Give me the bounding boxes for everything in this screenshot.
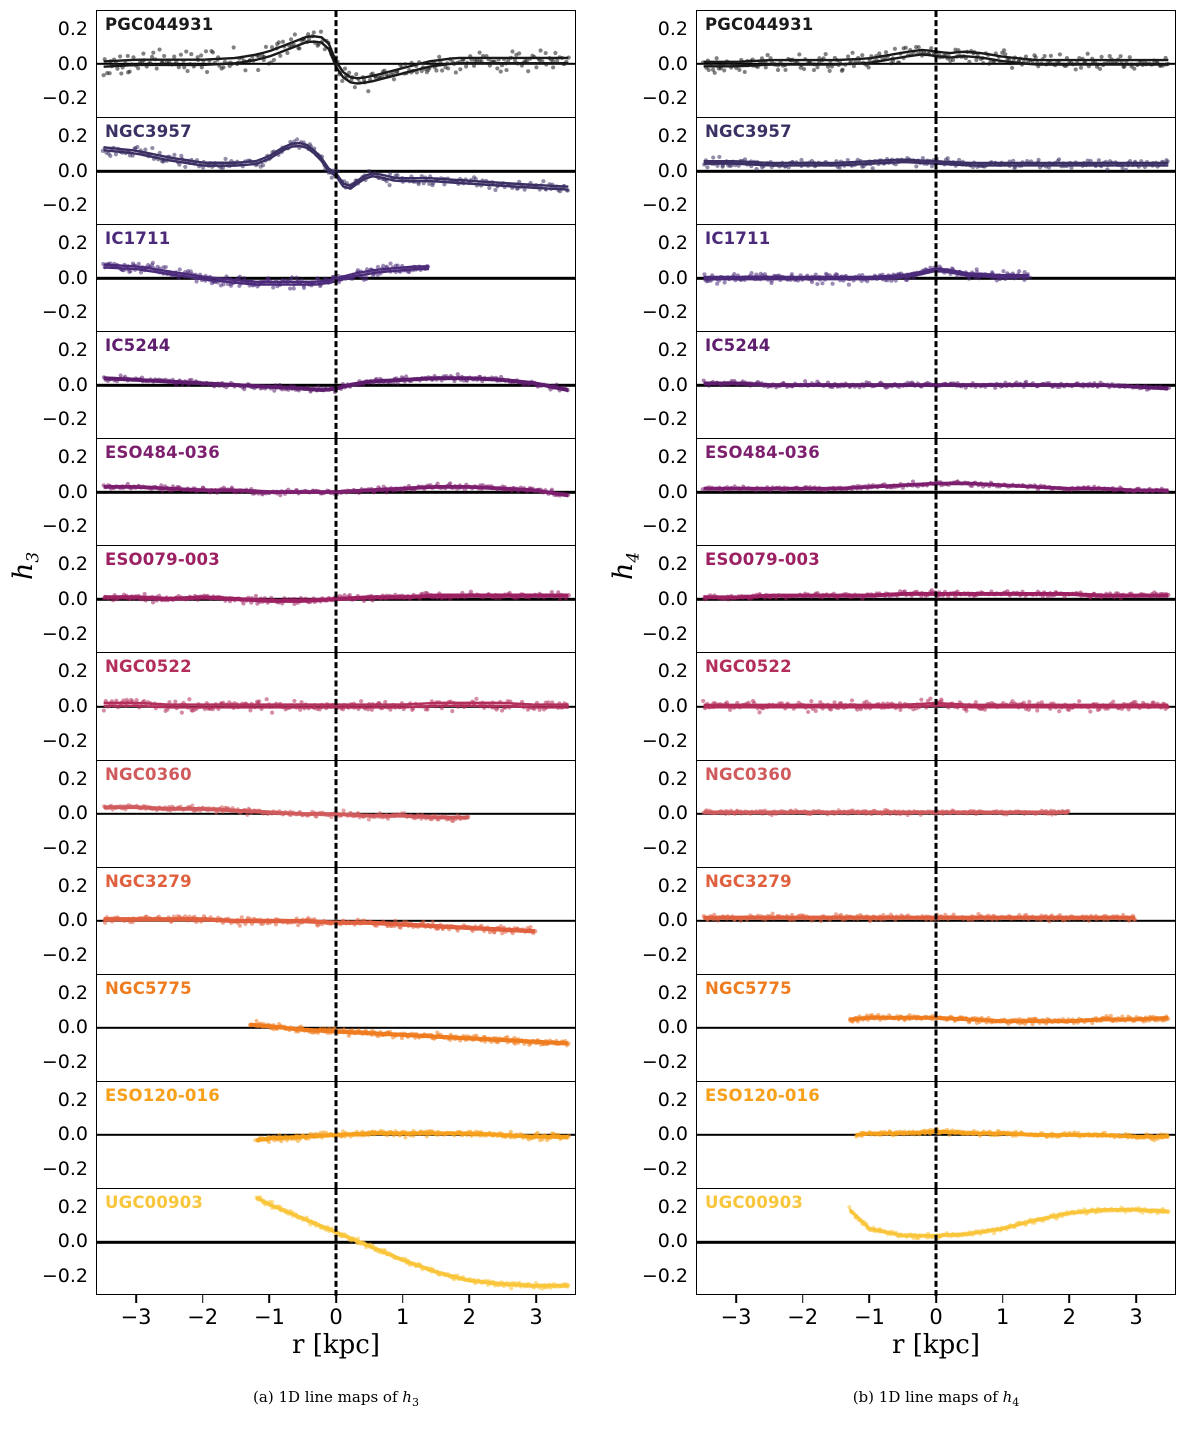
x-axis-label-right: r [kpc] (892, 1330, 980, 1360)
x-tick-mark (535, 1295, 537, 1303)
galaxy-label-ngc0522: NGC0522 (705, 657, 792, 677)
x-tick-mark (1069, 1295, 1071, 1303)
y-tick-label: 0.0 (57, 1230, 88, 1253)
y-tick-label: −0.2 (41, 515, 88, 538)
vertical-reference-line (335, 1082, 338, 1188)
vertical-reference-line (335, 118, 338, 224)
y-tick-label: −0.2 (641, 836, 688, 859)
x-tick-mark (802, 1295, 804, 1303)
y-tick-label: 0.2 (657, 981, 688, 1004)
y-tick-label: 0.2 (57, 339, 88, 362)
subplot-stack-h4 (696, 10, 1176, 1295)
x-tick-label: 0 (329, 1305, 343, 1329)
x-tick-label: −3 (720, 1305, 752, 1329)
y-tick-label: 0.2 (57, 981, 88, 1004)
subplot-ngc0360 (97, 761, 575, 868)
subplot-eso079-003 (697, 546, 1175, 653)
y-tick-label: −0.2 (641, 515, 688, 538)
subplot-ngc3279 (697, 868, 1175, 975)
x-tick-mark (202, 1295, 204, 1303)
subplot-ic1711 (97, 225, 575, 332)
y-tick-label: 0.2 (57, 553, 88, 576)
y-tick-label: 0.2 (657, 17, 688, 40)
x-tick-label: 1 (395, 1305, 410, 1329)
y-tick-label: −0.2 (41, 943, 88, 966)
subplot-eso120-016 (697, 1082, 1175, 1189)
y-tick-label: 0.2 (57, 232, 88, 255)
y-tick-label: 0.2 (57, 767, 88, 790)
y-tick-label: 0.2 (657, 1088, 688, 1111)
galaxy-label-eso120-016: ESO120-016 (705, 1085, 820, 1105)
y-tick-label: 0.2 (57, 1088, 88, 1111)
x-tick-mark (735, 1295, 737, 1303)
subplot-ic1711 (697, 225, 1175, 332)
galaxy-label-ic1711: IC1711 (705, 229, 771, 249)
y-tick-label: 0.0 (57, 909, 88, 932)
panel-h4 (600, 0, 1200, 1435)
y-tick-label: 0.2 (57, 446, 88, 469)
subplot-ngc3957 (697, 118, 1175, 225)
y-tick-label: 0.0 (657, 802, 688, 825)
y-tick-label: −0.2 (641, 194, 688, 217)
x-tick-label: 2 (1062, 1305, 1077, 1329)
vertical-reference-line (935, 653, 938, 759)
y-tick-label: −0.2 (41, 87, 88, 110)
y-tick-label: −0.2 (641, 1157, 688, 1180)
galaxy-label-eso120-016: ESO120-016 (105, 1085, 220, 1105)
galaxy-label-ugc00903: UGC00903 (105, 1192, 204, 1212)
y-axis-label-h4: $h_4$ (608, 551, 644, 580)
subplot-ngc0360 (697, 761, 1175, 868)
subplot-pgc044931 (97, 11, 575, 118)
x-tick-label: 0 (929, 1305, 943, 1329)
subplot-ngc3279 (97, 868, 575, 975)
y-tick-label: −0.2 (641, 1050, 688, 1073)
y-tick-label: 0.0 (57, 695, 88, 718)
y-tick-label: −0.2 (41, 729, 88, 752)
y-tick-label: 0.0 (57, 266, 88, 289)
subplot-ugc00903 (697, 1189, 1175, 1296)
x-tick-mark (469, 1295, 471, 1303)
y-tick-label: −0.2 (41, 1050, 88, 1073)
galaxy-label-eso484-036: ESO484-036 (105, 443, 220, 463)
subplot-ngc0522 (697, 653, 1175, 760)
galaxy-label-ngc5775: NGC5775 (705, 978, 792, 998)
x-tick-mark (135, 1295, 137, 1303)
y-tick-label: 0.0 (57, 587, 88, 610)
y-tick-label: −0.2 (641, 1265, 688, 1287)
subplot-ugc00903 (97, 1189, 575, 1296)
y-tick-label: −0.2 (641, 408, 688, 431)
galaxy-label-ngc3957: NGC3957 (705, 122, 792, 142)
vertical-reference-line (935, 868, 938, 974)
y-tick-label: −0.2 (641, 729, 688, 752)
galaxy-label-ic1711: IC1711 (105, 229, 171, 249)
y-tick-label: 0.2 (657, 874, 688, 897)
x-tick-label: −1 (253, 1305, 285, 1329)
vertical-reference-line (335, 546, 338, 652)
x-tick-mark (869, 1295, 871, 1303)
y-tick-label: 0.0 (657, 159, 688, 182)
galaxy-label-ngc0522: NGC0522 (105, 657, 192, 677)
vertical-reference-line (935, 439, 938, 545)
vertical-reference-line (335, 653, 338, 759)
y-tick-label: 0.0 (57, 52, 88, 75)
vertical-reference-line (935, 11, 938, 117)
galaxy-label-ngc0360: NGC0360 (105, 764, 192, 784)
galaxy-label-ngc3279: NGC3279 (705, 871, 792, 891)
y-tick-label: 0.2 (657, 232, 688, 255)
subplot-ngc5775 (697, 975, 1175, 1082)
y-tick-label: 0.0 (657, 52, 688, 75)
y-tick-label: 0.2 (57, 125, 88, 148)
y-tick-label: 0.2 (57, 874, 88, 897)
y-tick-label: 0.0 (657, 1123, 688, 1146)
y-tick-label: −0.2 (641, 301, 688, 324)
y-tick-label: 0.0 (657, 1230, 688, 1253)
y-tick-label: 0.0 (57, 1016, 88, 1039)
vertical-reference-line (935, 1189, 938, 1296)
y-tick-label: −0.2 (641, 622, 688, 645)
y-tick-label: −0.2 (41, 836, 88, 859)
vertical-reference-line (935, 225, 938, 331)
y-tick-label: 0.0 (57, 480, 88, 503)
y-tick-label: 0.2 (657, 553, 688, 576)
caption-a: (a) 1D line maps of $h_3$ (253, 1388, 419, 1409)
y-axis-label-h3: $h_3$ (8, 551, 44, 580)
galaxy-label-pgc044931: PGC044931 (705, 15, 814, 34)
vertical-reference-line (935, 332, 938, 438)
y-tick-label: −0.2 (41, 301, 88, 324)
y-tick-label: 0.0 (657, 1016, 688, 1039)
y-tick-label: 0.2 (57, 660, 88, 683)
subplot-ngc5775 (97, 975, 575, 1082)
x-tick-label: 3 (529, 1305, 543, 1329)
y-tick-label: −0.2 (641, 943, 688, 966)
y-tick-label: 0.2 (57, 1195, 88, 1218)
galaxy-label-ic5244: IC5244 (105, 336, 171, 356)
y-tick-label: 0.2 (657, 446, 688, 469)
x-axis-label-left: r [kpc] (292, 1330, 380, 1360)
galaxy-label-eso484-036: ESO484-036 (705, 443, 820, 463)
galaxy-label-ngc3957: NGC3957 (105, 122, 192, 142)
vertical-reference-line (335, 332, 338, 438)
y-tick-label: 0.2 (657, 660, 688, 683)
vertical-reference-line (335, 11, 338, 117)
subplot-ic5244 (97, 332, 575, 439)
galaxy-label-ngc3279: NGC3279 (105, 871, 192, 891)
x-tick-mark (935, 1295, 937, 1303)
subplot-stack-h3 (96, 10, 576, 1295)
x-tick-label: 2 (462, 1305, 477, 1329)
x-tick-mark (335, 1295, 337, 1303)
y-tick-label: −0.2 (41, 622, 88, 645)
galaxy-label-ngc0360: NGC0360 (705, 764, 792, 784)
vertical-reference-line (335, 1189, 338, 1296)
y-tick-label: 0.0 (657, 909, 688, 932)
x-tick-label: −1 (853, 1305, 885, 1329)
x-tick-mark (1135, 1295, 1137, 1303)
vertical-reference-line (335, 225, 338, 331)
x-tick-label: −2 (187, 1305, 219, 1329)
y-axis-right (600, 10, 696, 1295)
vertical-reference-line (335, 439, 338, 545)
galaxy-label-eso079-003: ESO079-003 (105, 550, 220, 570)
y-tick-label: 0.0 (657, 373, 688, 396)
galaxy-label-ngc5775: NGC5775 (105, 978, 192, 998)
x-tick-label: 3 (1129, 1305, 1143, 1329)
y-tick-label: −0.2 (41, 1265, 88, 1287)
caption-b: (b) 1D line maps of $h_4$ (852, 1388, 1020, 1409)
y-tick-label: −0.2 (41, 1157, 88, 1180)
vertical-reference-line (935, 1082, 938, 1188)
x-tick-label: −3 (120, 1305, 152, 1329)
vertical-reference-line (335, 868, 338, 974)
y-tick-label: 0.2 (657, 339, 688, 362)
y-tick-label: 0.2 (657, 767, 688, 790)
subplot-eso484-036 (97, 439, 575, 546)
y-tick-label: 0.0 (57, 373, 88, 396)
x-tick-mark (269, 1295, 271, 1303)
subplot-eso079-003 (97, 546, 575, 653)
y-axis-left (0, 10, 96, 1295)
vertical-reference-line (935, 761, 938, 867)
vertical-reference-line (335, 761, 338, 867)
subplot-ngc3957 (97, 118, 575, 225)
y-tick-label: −0.2 (41, 408, 88, 431)
y-tick-label: 0.2 (657, 125, 688, 148)
galaxy-label-ic5244: IC5244 (705, 336, 771, 356)
subplot-ngc0522 (97, 653, 575, 760)
x-tick-mark (402, 1295, 404, 1303)
subplot-eso484-036 (697, 439, 1175, 546)
y-tick-label: 0.0 (657, 266, 688, 289)
y-tick-label: 0.0 (57, 802, 88, 825)
y-tick-label: 0.2 (657, 1195, 688, 1218)
y-tick-label: 0.0 (657, 587, 688, 610)
subplot-eso120-016 (97, 1082, 575, 1189)
y-tick-label: 0.0 (657, 480, 688, 503)
galaxy-label-pgc044931: PGC044931 (105, 15, 214, 34)
vertical-reference-line (935, 975, 938, 1081)
y-tick-label: −0.2 (41, 194, 88, 217)
vertical-reference-line (335, 975, 338, 1081)
y-tick-label: 0.0 (657, 695, 688, 718)
subplot-pgc044931 (697, 11, 1175, 118)
y-tick-label: 0.0 (57, 1123, 88, 1146)
galaxy-label-ugc00903: UGC00903 (705, 1192, 804, 1212)
x-tick-label: −2 (787, 1305, 819, 1329)
galaxy-label-eso079-003: ESO079-003 (705, 550, 820, 570)
y-tick-label: 0.0 (57, 159, 88, 182)
subplot-ic5244 (697, 332, 1175, 439)
y-tick-label: 0.2 (57, 17, 88, 40)
x-tick-mark (1002, 1295, 1004, 1303)
vertical-reference-line (935, 118, 938, 224)
x-tick-label: 1 (995, 1305, 1010, 1329)
vertical-reference-line (935, 546, 938, 652)
y-tick-label: −0.2 (641, 87, 688, 110)
